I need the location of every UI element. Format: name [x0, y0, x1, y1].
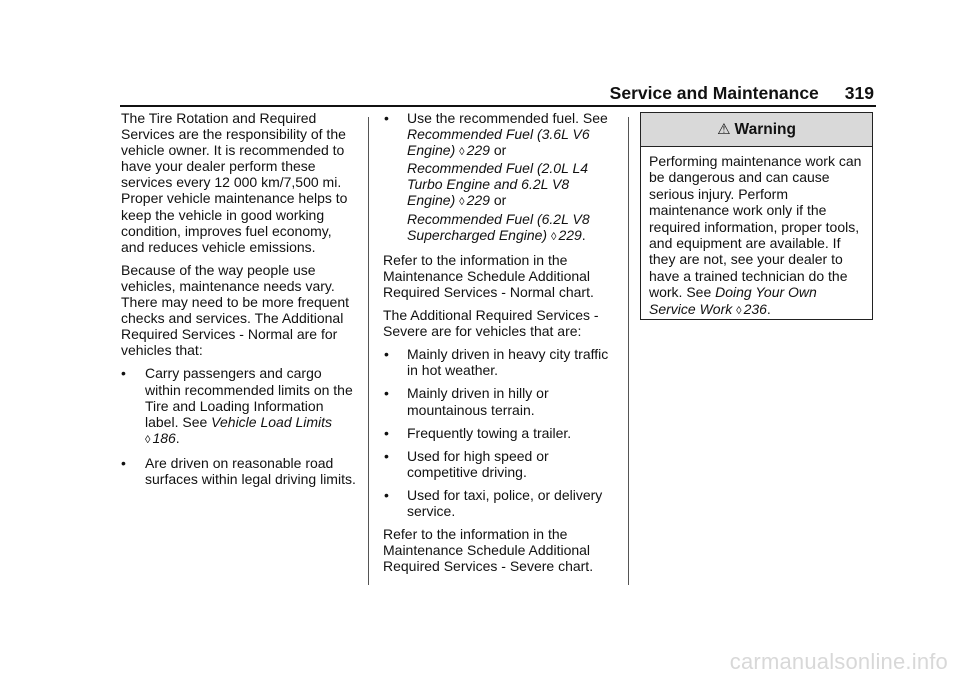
bullet-icon: •	[384, 486, 389, 503]
section-title: Service and Maintenance	[609, 83, 819, 103]
bullet-icon: •	[384, 110, 389, 126]
paragraph-severe-chart: Refer to the information in the Maintenance Schedule Additional Required Services - Severe chart.	[383, 526, 594, 575]
paragraph-normal-chart: Refer to the information in the Maintenance Schedule Additional Required Services - Normal chart.	[383, 251, 594, 300]
list-item: • Frequently towing a trailer.	[384, 424, 572, 441]
list-item: • Use the recommended fuel. See Recommended Fuel (3.6L V6 Engine) ◊ 229 or Recommended Fuel (2.0L L4 Turbo Engine and 6.2L V8 Engine) ◊ 229 or Recommended Fuel (6.2L V8 Supercharged Engine) ◊ 229.	[384, 110, 608, 243]
page-ref-icon: ◊	[145, 433, 151, 446]
link-fuel-2-0l[interactable]: Recommended Fuel (2.0L L4 Turbo Engine and 6.2L V8 Engine) ◊ 229	[407, 160, 589, 209]
link-doing-your-own-service-work[interactable]: Doing Your Own Service Work ◊ 236	[649, 284, 817, 317]
list-item: • Mainly driven in hilly or mountainous terrain.	[384, 385, 549, 418]
list-item: • Carry passengers and cargo within recommended limits on the Tire and Loading Information label. See Vehicle Load Limits ◊ 186.	[121, 365, 353, 446]
page-header	[0, 82, 874, 104]
page-ref-icon: ◊	[551, 230, 557, 243]
warning-title: Warning	[734, 121, 796, 138]
list-item: • Used for taxi, police, or delivery service.	[384, 486, 603, 519]
page-number: 319	[844, 83, 874, 103]
link-fuel-6-2l-supercharged[interactable]: Recommended Fuel (6.2L V8 Supercharged Engine) ◊ 229	[407, 210, 590, 243]
bullet-icon: •	[384, 447, 389, 464]
warning-icon: ⚠	[717, 121, 731, 138]
column-middle	[383, 110, 615, 581]
list-item: • Mainly driven in heavy city traffic in hot weather.	[384, 346, 609, 379]
column-divider-1	[368, 117, 369, 585]
bullet-icon: •	[121, 454, 126, 471]
warning-header	[641, 113, 872, 147]
bullet-icon: •	[384, 424, 389, 441]
paragraph-severe-intro: The Additional Required Services - Severe are for vehicles that are:	[383, 307, 599, 340]
page-ref-icon: ◊	[459, 146, 465, 159]
paragraph-needs-vary: Because of the way people use vehicles, maintenance needs vary. There may need to be more frequent checks and services. The Additional Required Services - Normal are for vehicles that:	[121, 261, 350, 359]
bullet-icon: •	[384, 385, 389, 402]
list-item: • Used for high speed or competitive driving.	[384, 447, 549, 480]
link-fuel-3-6l[interactable]: Recommended Fuel (3.6L V6 Engine) ◊ 229	[407, 126, 590, 159]
column-divider-2	[628, 117, 629, 585]
warning-body: Performing maintenance work can be dangerous and can cause serious injury. Perform maintenance work only if the required information, proper tools, and equipment are available. If they are not, see your dealer to have a trained technician do the work. See Doing Your Own Service Work ◊ 236.	[649, 153, 862, 317]
watermark: carmanualsonline.info	[729, 649, 948, 674]
page-ref-icon: ◊	[459, 196, 465, 209]
warning-box	[640, 112, 873, 320]
bullet-text: Are driven on reasonable road surfaces within legal driving limits.	[145, 454, 356, 487]
column-left	[121, 110, 357, 494]
list-item	[121, 455, 357, 487]
bullet-icon: •	[121, 365, 126, 382]
bullet-text: Carry passengers and cargo within recommended limits on the Tire and Loading Information label. See	[145, 365, 353, 430]
header-rule	[120, 105, 876, 107]
paragraph-rotation: The Tire Rotation and Required Services are the responsibility of the vehicle owner. It is recommended to have your dealer perform these services every 12 000 km/7,500 mi. Proper vehicle maintenance helps to keep the vehicle in good working condition, improves fuel economy, and reduces vehicle emissions.	[121, 110, 348, 255]
link-vehicle-load-limits[interactable]: Vehicle Load Limits ◊ 186	[145, 413, 333, 446]
bullet-icon: •	[384, 346, 389, 363]
page-ref: 186	[152, 429, 176, 446]
page-ref-icon: ◊	[736, 304, 742, 317]
